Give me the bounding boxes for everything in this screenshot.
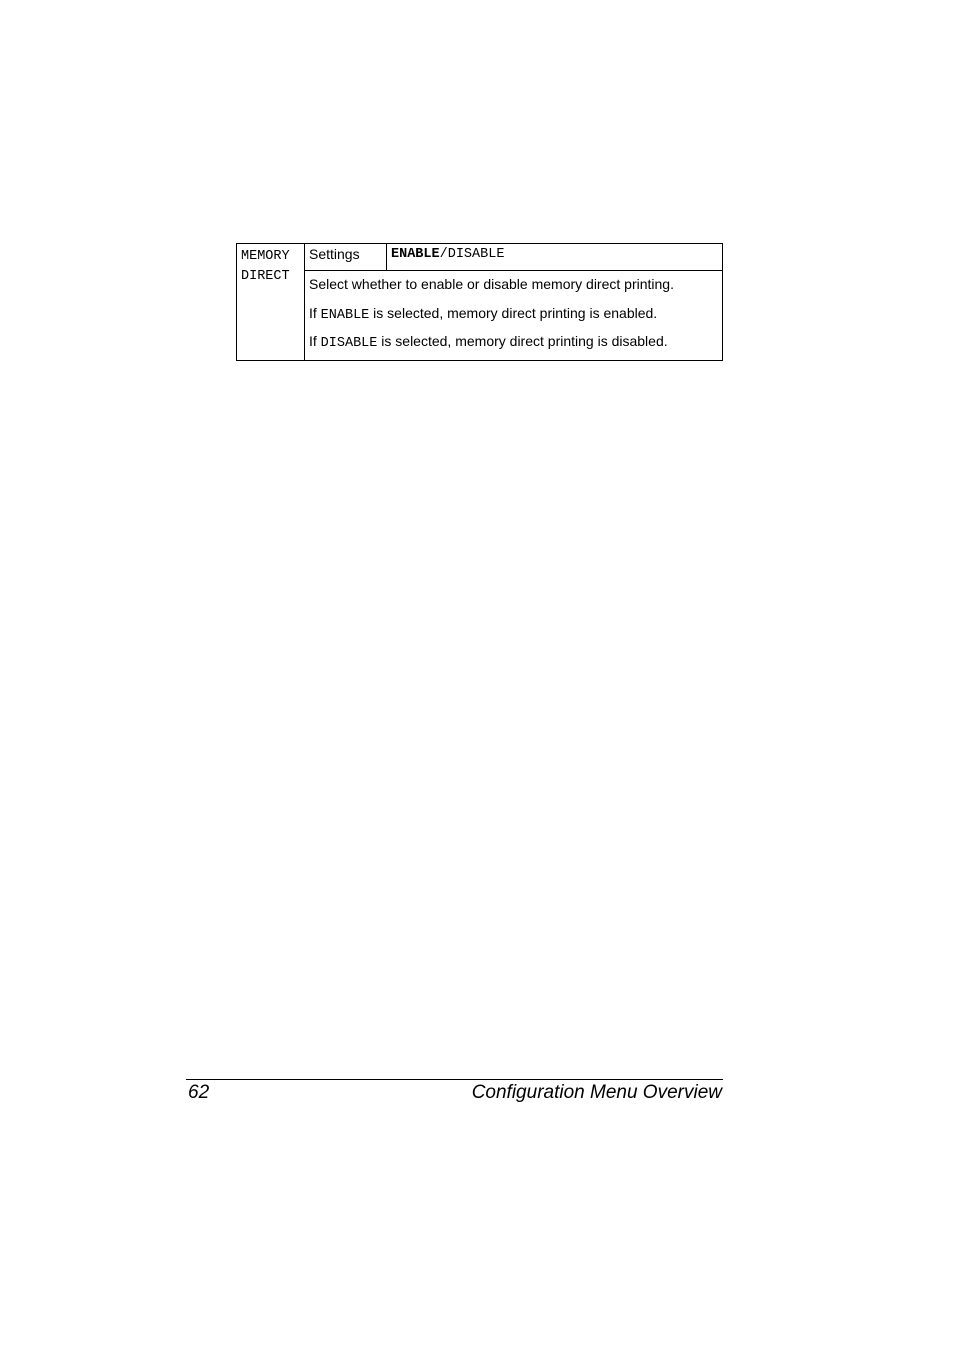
description-line-3-code: DISABLE	[320, 336, 378, 351]
description-line-1: Select whether to enable or disable memory direct printing.	[309, 276, 674, 292]
menu-item-name-line1: MEMORY	[241, 249, 290, 264]
page-number: 62	[188, 1082, 210, 1103]
description-line-3-prefix: If	[309, 333, 321, 349]
description-line-2-code: ENABLE	[320, 307, 370, 323]
settings-table	[236, 243, 723, 361]
menu-item-name-cell	[237, 244, 305, 361]
settings-row	[237, 244, 723, 271]
description-line-3	[309, 331, 722, 360]
default-value: ENABLE	[391, 247, 440, 262]
description-line-2	[309, 303, 722, 332]
menu-item-name-line2: DIRECT	[241, 269, 290, 284]
description-line-2-prefix: If	[309, 304, 321, 321]
description-row	[237, 271, 723, 361]
settings-values-cell	[387, 244, 723, 271]
description-line-2-suffix: is selected, memory direct printing is enabled.	[369, 304, 658, 321]
description-line-3-suffix: is selected, memory direct printing is disabled.	[377, 333, 668, 349]
settings-label: Settings	[305, 244, 387, 271]
value-separator: /	[439, 247, 448, 262]
alternate-value: DISABLE	[447, 247, 505, 262]
footer-rule	[186, 1079, 723, 1080]
chapter-title: Configuration Menu Overview	[471, 1082, 722, 1103]
description-cell	[305, 271, 723, 361]
